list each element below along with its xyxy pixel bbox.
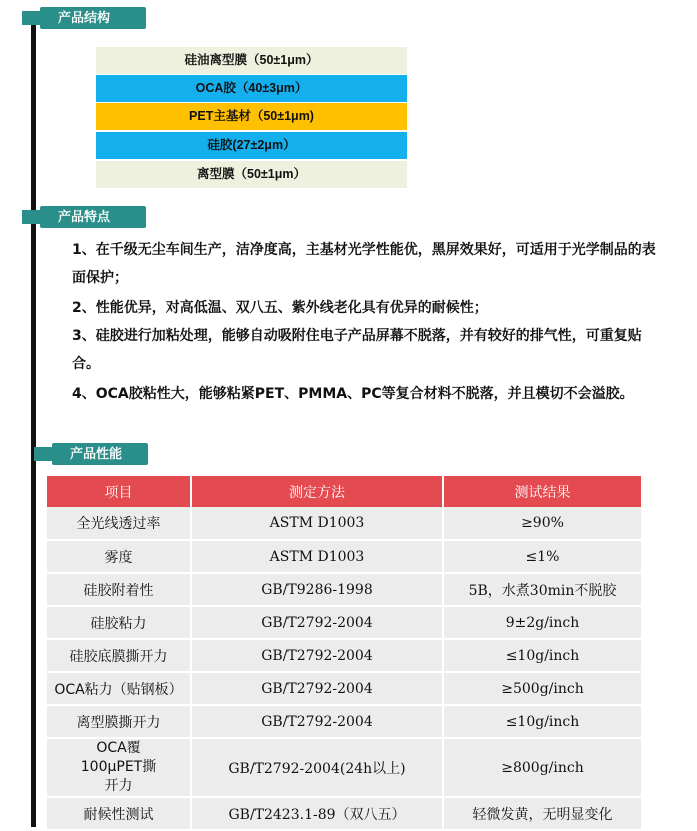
table-row xyxy=(47,797,641,830)
cell-result: ≤10g/inch xyxy=(443,639,641,672)
feature-item-2: 2、性能优异，对高低温、双八五、紫外线老化具有优异的耐候性； xyxy=(72,300,488,316)
cell-item: OCA覆100μPET撕开力 xyxy=(47,738,191,797)
cell-result: ≤10g/inch xyxy=(443,705,641,738)
performance-table-body xyxy=(47,507,641,830)
table-header-row xyxy=(47,476,641,507)
vertical-timeline-line xyxy=(31,14,36,827)
cell-result: ≥800g/inch xyxy=(443,738,641,797)
cell-method: GB/T9286-1998 xyxy=(191,573,443,606)
cell-result: 轻微发黄，无明显变化 xyxy=(443,797,641,830)
cell-method: GB/T2792-2004 xyxy=(191,639,443,672)
section-title-structure: 产品结构 xyxy=(58,10,111,25)
cell-result: ≥500g/inch xyxy=(443,672,641,705)
table-row xyxy=(47,639,641,672)
cell-result: 5B，水煮30min不脱胶 xyxy=(443,573,641,606)
section-header-features xyxy=(40,206,146,228)
section-header-performance xyxy=(52,443,148,465)
cell-method: GB/T2792-2004 xyxy=(191,606,443,639)
table-row xyxy=(47,738,641,797)
cell-method: ASTM D1003 xyxy=(191,540,443,573)
table-row xyxy=(47,507,641,540)
section-title-performance: 产品性能 xyxy=(70,446,123,461)
cell-result: ≥90% xyxy=(443,507,641,540)
cell-item: 硅胶粘力 xyxy=(47,606,191,639)
table-row xyxy=(47,672,641,705)
column-header-method: 测定方法 xyxy=(191,476,443,507)
feature-item-3: 3、硅胶进行加粘处理，能够自动吸附住电子产品屏幕不脱落，并有较好的排气性，可重复贴合。 xyxy=(72,328,642,372)
layer-silicone-release-film: 硅油离型膜（50±1μm） xyxy=(96,47,407,74)
table-row xyxy=(47,606,641,639)
table-row xyxy=(47,540,641,573)
cell-item: 离型膜撕开力 xyxy=(47,705,191,738)
cell-method: GB/T2792-2004(24h以上) xyxy=(191,738,443,797)
column-header-result: 测试结果 xyxy=(443,476,641,507)
cell-method: ASTM D1003 xyxy=(191,507,443,540)
cell-item: 硅胶附着性 xyxy=(47,573,191,606)
section-header-structure xyxy=(40,7,146,29)
layer-pet-base: PET主基材（50±1μm) xyxy=(96,103,407,130)
performance-table xyxy=(47,476,641,831)
layer-release-film: 离型膜（50±1μm） xyxy=(96,161,407,188)
cell-item: OCA粘力（贴钢板） xyxy=(47,672,191,705)
feature-item-1: 1、在千级无尘车间生产，洁净度高，主基材光学性能优，黑屏效果好，可适用于光学制品的表面保护； xyxy=(72,242,656,286)
cell-method: GB/T2792-2004 xyxy=(191,705,443,738)
layer-silicone-adhesive: 硅胶(27±2μm） xyxy=(96,132,407,159)
cell-method: GB/T2423.1-89（双八五） xyxy=(191,797,443,830)
feature-item-4: 4、OCA胶粘性大，能够粘紧PET、PMMA、PC等复合材料不脱落，并且模切不会溢胶。 xyxy=(72,386,634,402)
cell-item: 硅胶底膜撕开力 xyxy=(47,639,191,672)
table-row xyxy=(47,705,641,738)
column-header-item: 项目 xyxy=(47,476,191,507)
cell-item: 雾度 xyxy=(47,540,191,573)
table-row xyxy=(47,573,641,606)
cell-item: 耐候性测试 xyxy=(47,797,191,830)
cell-result: ≤1% xyxy=(443,540,641,573)
cell-result: 9±2g/inch xyxy=(443,606,641,639)
cell-item: 全光线透过率 xyxy=(47,507,191,540)
layer-oca-adhesive: OCA胶（40±3μm） xyxy=(96,75,407,102)
section-title-features: 产品特点 xyxy=(58,209,111,224)
cell-method: GB/T2792-2004 xyxy=(191,672,443,705)
